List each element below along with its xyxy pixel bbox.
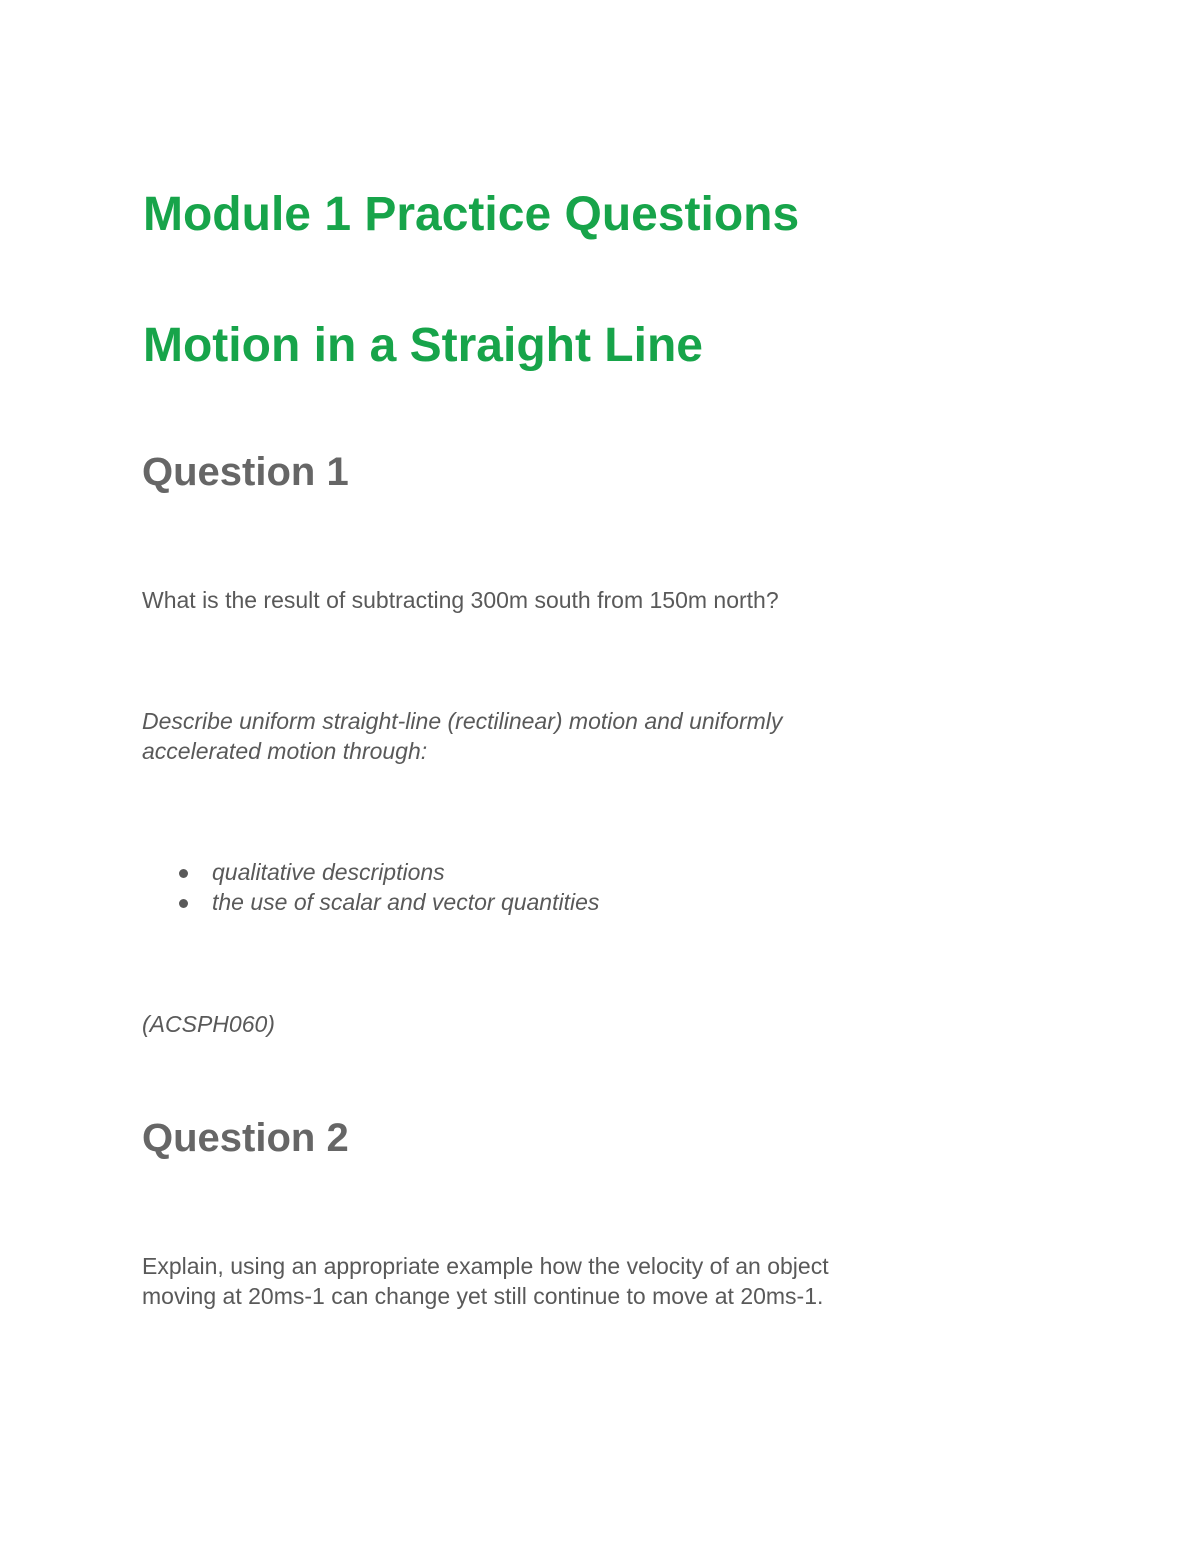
bullet-text: the use of scalar and vector quantities xyxy=(212,889,600,915)
syllabus-code: (ACSPH060) xyxy=(142,1011,275,1037)
bullet-text: qualitative descriptions xyxy=(212,859,445,885)
module-title: Module 1 Practice Questions xyxy=(143,188,800,241)
bullet-icon xyxy=(179,869,188,878)
question-1-prompt: What is the result of subtracting 300m south from 150m north? xyxy=(142,587,779,613)
question-2-prompt-line-1: Explain, using an appropriate example how the velocity of an object xyxy=(142,1253,829,1279)
bullet-icon xyxy=(179,899,188,908)
syllabus-line-1: Describe uniform straight-line (rectilinear) motion and uniformly xyxy=(142,708,783,734)
syllabus-line-2: accelerated motion through: xyxy=(142,738,428,764)
question-1-heading: Question 1 xyxy=(142,450,349,494)
question-2-heading: Question 2 xyxy=(142,1116,349,1160)
topic-title: Motion in a Straight Line xyxy=(143,319,703,372)
question-2-prompt-line-2: moving at 20ms-1 can change yet still continue to move at 20ms-1. xyxy=(142,1283,824,1309)
